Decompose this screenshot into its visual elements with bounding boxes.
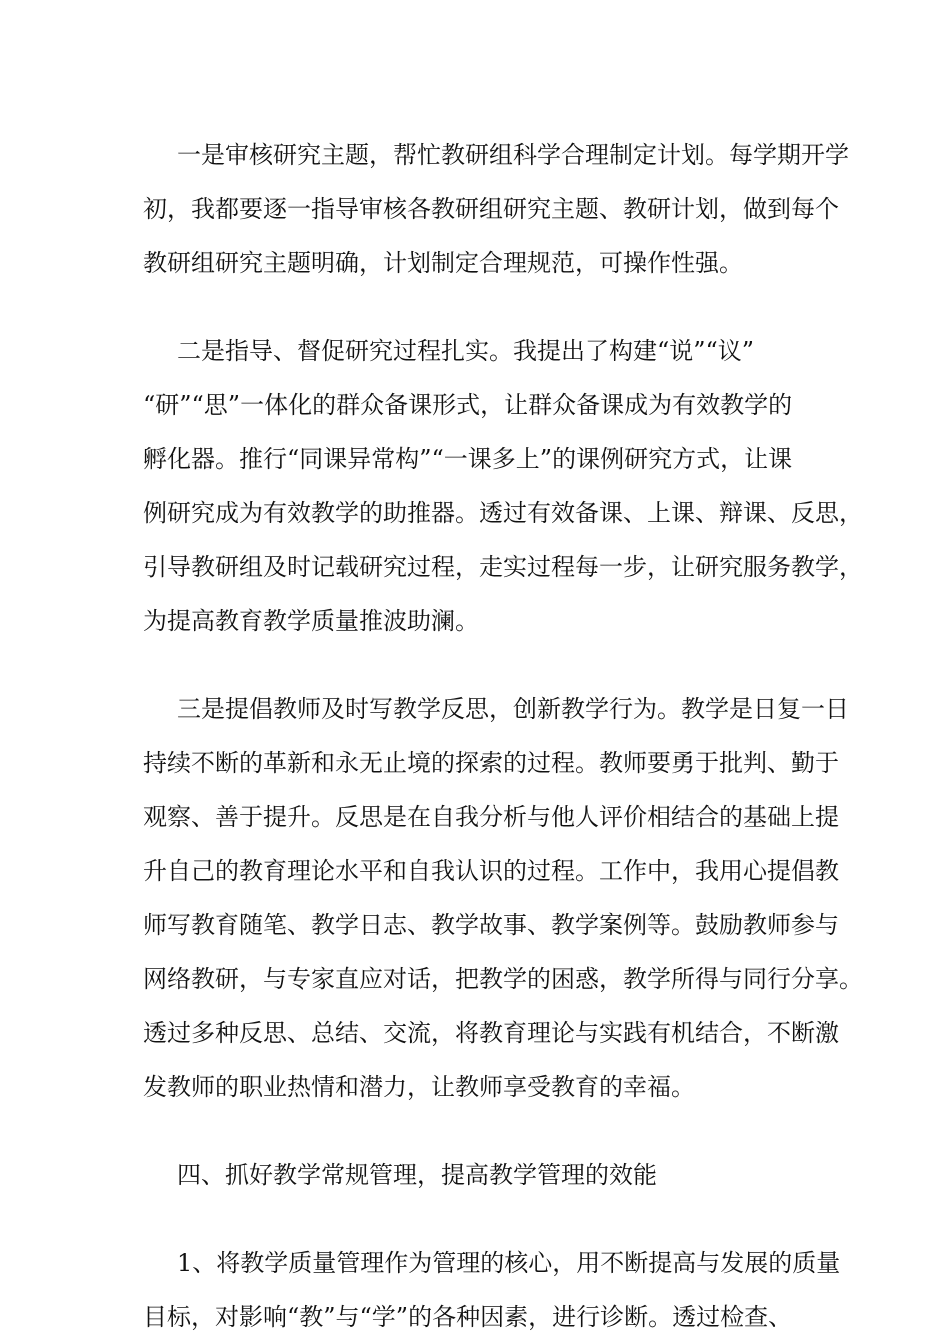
- text-line: 发教师的职业热情和潜力，让教师享受教育的幸福。: [143, 1073, 695, 1101]
- text-line: 为提高教育教学质量推波助澜。: [143, 607, 479, 635]
- paragraph-spacer: [143, 1202, 815, 1236]
- section-heading: 四、抓好教学常规管理，提高教学管理的效能: [177, 1161, 657, 1189]
- text-line: 二是指导、督促研究过程扎实。我提出了构建“说”“议”: [177, 337, 755, 365]
- text-line: 网络教研，与专家直应对话，把教学的困惑，教学所得与同行分享。: [143, 965, 863, 993]
- paragraph-review-topics: [143, 128, 849, 290]
- paragraph-quality-management: [143, 1236, 841, 1344]
- text-line: 三是提倡教师及时写教学反思，创新教学行为。教学是日复一日: [177, 695, 849, 723]
- text-line: 初，我都要逐一指导审核各教研组研究主题、教研计划，做到每个: [143, 195, 839, 223]
- text-line: 教研组研究主题明确，计划制定合理规范，可操作性强。: [143, 249, 743, 277]
- paragraph-spacer: [143, 1114, 815, 1148]
- paragraph-spacer: [143, 290, 815, 324]
- text-line: 孵化器。推行“同课异常构”“一课多上”的课例研究方式，让课: [143, 445, 793, 473]
- section-heading-teaching-management: [143, 1148, 815, 1202]
- document-body: [143, 128, 863, 1344]
- paragraph-research-process: [143, 324, 863, 648]
- text-line: 升自己的教育理论水平和自我认识的过程。工作中，我用心提倡教: [143, 857, 839, 885]
- text-line: 引导教研组及时记载研究过程，走实过程每一步，让研究服务教学，: [143, 553, 863, 581]
- text-line: 例研究成为有效教学的助推器。透过有效备课、上课、辩课、反思，: [143, 499, 863, 527]
- text-line: 1、将教学质量管理作为管理的核心，用不断提高与发展的质量: [177, 1249, 841, 1277]
- paragraph-spacer: [143, 648, 815, 682]
- text-line: 师写教育随笔、教学日志、教学故事、教学案例等。鼓励教师参与: [143, 911, 839, 939]
- text-line: 一是审核研究主题，帮忙教研组科学合理制定计划。每学期开学: [177, 141, 849, 169]
- text-line: 目标，对影响“教”与“学”的各种因素，进行诊断。透过检查、: [143, 1303, 793, 1331]
- text-line: 持续不断的革新和永无止境的探索的过程。教师要勇于批判、勤于: [143, 749, 839, 777]
- text-line: “研”“思”一体化的群众备课形式，让群众备课成为有效教学的: [143, 391, 793, 419]
- paragraph-teaching-reflection: [143, 682, 863, 1114]
- text-line: 观察、善于提升。反思是在自我分析与他人评价相结合的基础上提: [143, 803, 839, 831]
- text-line: 透过多种反思、总结、交流，将教育理论与实践有机结合，不断激: [143, 1019, 839, 1047]
